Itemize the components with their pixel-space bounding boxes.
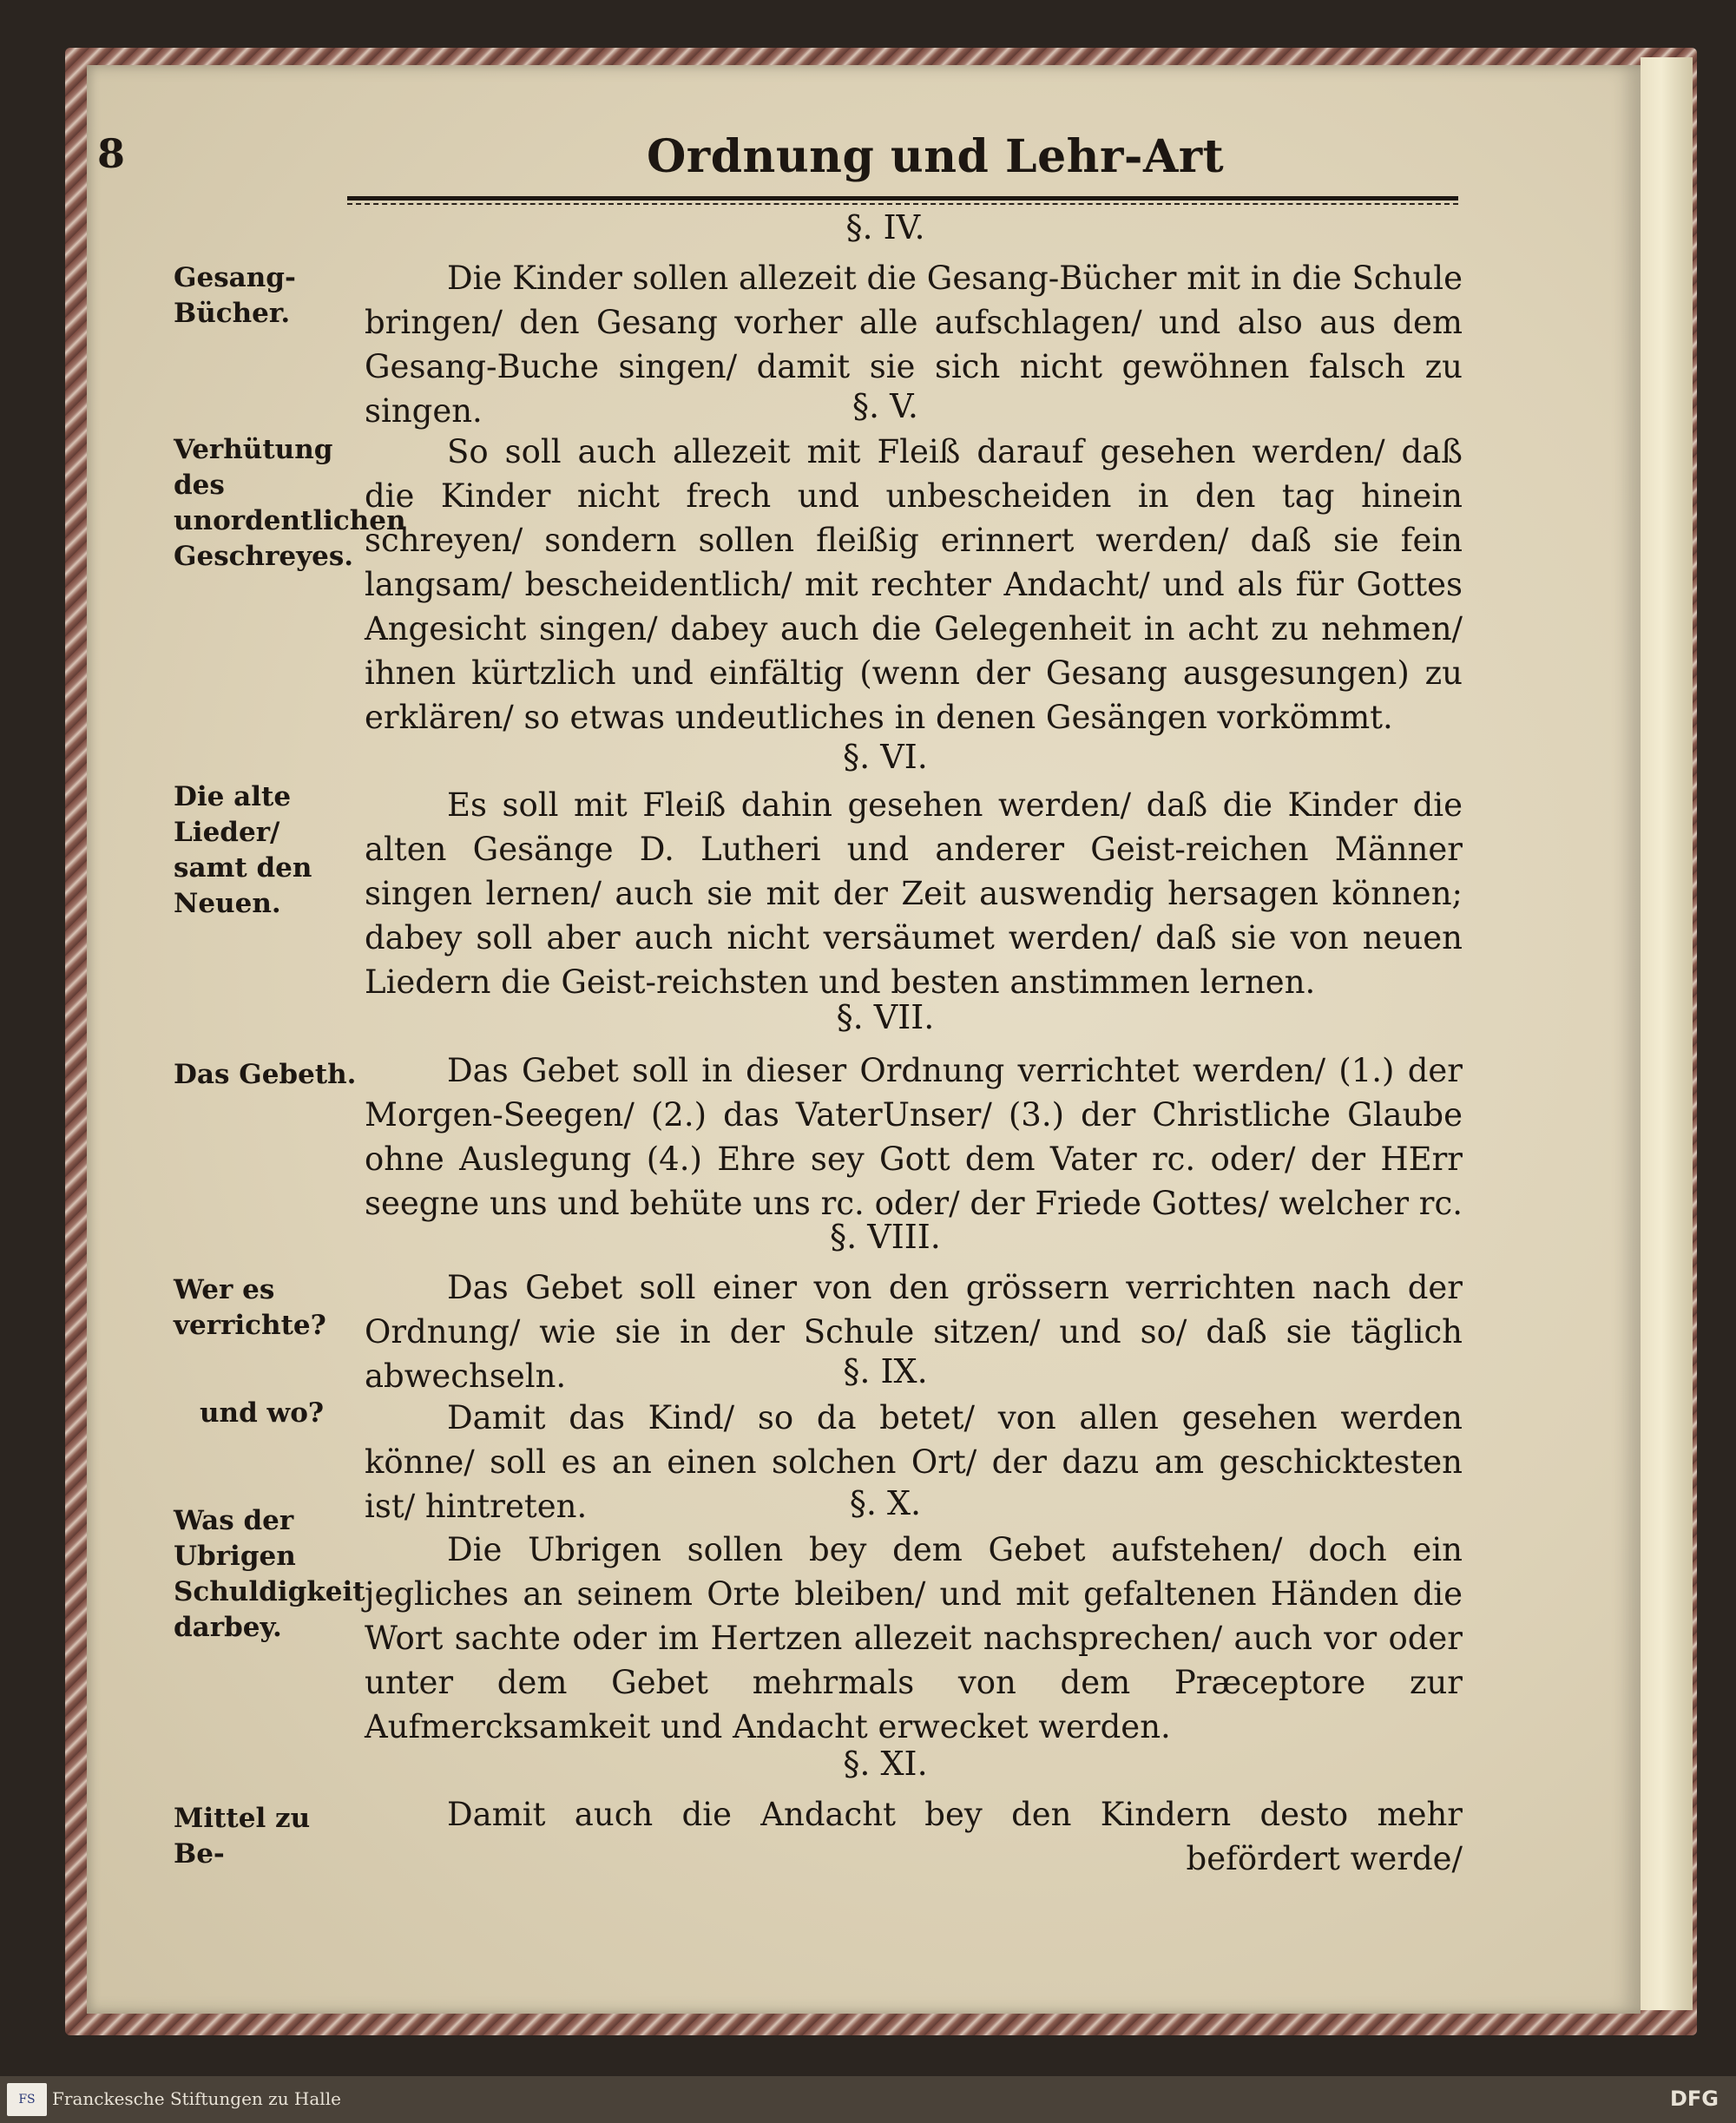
section-mark-x: §. X. — [849, 1484, 922, 1522]
section-mark-v: §. V. — [852, 387, 919, 425]
institution-logo-icon[interactable] — [7, 2083, 47, 2116]
paragraph-iv: Die Kinder sollen allezeit die Gesang-Bücher mit in die Schule bringen/ den Gesang vorher alle aufschlagen/ und also aus dem Gesang-Buche singen/ damit sie sich nicht gewöhnen falsch zu singen. — [365, 260, 1463, 430]
margin-note-vii: Das Gebeth. — [174, 1059, 357, 1090]
section-mark-vii: §. VII. — [836, 998, 935, 1036]
header-rule-dashed — [347, 203, 1458, 205]
margin-note-viii: Wer es verrichte? — [174, 1274, 326, 1341]
paragraph-ix: Damit das Kind/ so da betet/ von allen gesehen werden könne/ soll es an einen solchen Ort/ der dazu am geschicktesten ist/ hintreten. — [365, 1399, 1463, 1525]
logo-text: FS — [18, 2093, 36, 2107]
section-mark-xi: §. XI. — [843, 1745, 928, 1783]
section-mark-ix: §. IX. — [843, 1352, 928, 1390]
viewer-footer — [0, 2076, 1736, 2123]
section-mark-iv: §. IV. — [845, 208, 925, 246]
page-edge — [1641, 57, 1693, 2010]
dfg-badge[interactable]: DFG — [1669, 2087, 1719, 2111]
institution-name: Franckesche Stiftungen zu Halle — [52, 2088, 341, 2109]
paragraph-viii: Das Gebet soll einer von den grössern verrichten nach der Ordnung/ wie sie in der Schule sitzen/ und so/ daß sie täglich abwechseln. — [365, 1269, 1463, 1395]
paragraph-x: Die Ubrigen sollen bey dem Gebet aufstehen/ doch ein jegliches an seinem Orte bleiben/ und mit gefaltenen Händen die Wort sachte oder im Hertzen allezeit nachsprechen/ auch vor oder unter dem Gebet mehrmals von dem Præceptore zur Aufmercksamkeit und Andacht erwecket werden. — [365, 1531, 1463, 1745]
margin-note-iv: Gesang-Bücher. — [174, 262, 296, 329]
section-mark-viii: §. VIII. — [830, 1218, 941, 1256]
running-title: Ordnung und Lehr-Art — [647, 130, 1225, 183]
margin-note-ix: und wo? — [200, 1397, 325, 1429]
paragraph-xi: Damit auch die Andacht bey den Kindern desto mehr befördert werde/ — [447, 1796, 1463, 1877]
margin-note-x: Was der Ubrigen Schuldigkeit darbey. — [174, 1505, 365, 1643]
margin-note-vi: Die alte Lieder/ samt den Neuen. — [174, 781, 312, 919]
margin-note-v: Verhütung des unordentlichen Geschreyes. — [174, 434, 406, 572]
section-mark-vi: §. VI. — [843, 738, 928, 776]
paragraph-vi: Es soll mit Fleiß dahin gesehen werden/ daß die Kinder die alten Gesänge D. Lutheri und anderer Geist-reichen Männer singen lernen/ auch sie mit der Zeit auswendig hersagen können; dabey soll aber auch nicht versäumet werden/ daß sie von neuen Liedern die Geist-reichsten und besten anstimmen lernen. — [365, 786, 1463, 1001]
page-number: 8 — [97, 130, 126, 177]
paragraph-vii: Das Gebet soll in dieser Ordnung verrichtet werden/ (1.) der Morgen-Seegen/ (2.) das VaterUnser/ (3.) der Christliche Glaube ohne Auslegung (4.) Ehre sey Gott dem Vater rc. oder/ der HErr seegne uns und behüte uns rc. oder/ der Friede Gottes/ welcher rc. — [365, 1052, 1463, 1222]
margin-note-xi: Mittel zu Be- — [174, 1803, 311, 1870]
paragraph-v: So soll auch allezeit mit Fleiß darauf gesehen werden/ daß die Kinder nicht frech und unbescheiden in den tag hinein schreyen/ sondern sollen fleißig erinnert werden/ daß sie fein langsam/ bescheidentlich/ mit rechter Andacht/ und als für Gottes Angesicht singen/ dabey auch die Gelegenheit in acht zu nehmen/ ihnen kürtzlich und einfältig (wenn der Gesang ausgesungen) zu erklären/ so etwas undeutliches in denen Gesängen vorkömmt. — [365, 433, 1463, 736]
